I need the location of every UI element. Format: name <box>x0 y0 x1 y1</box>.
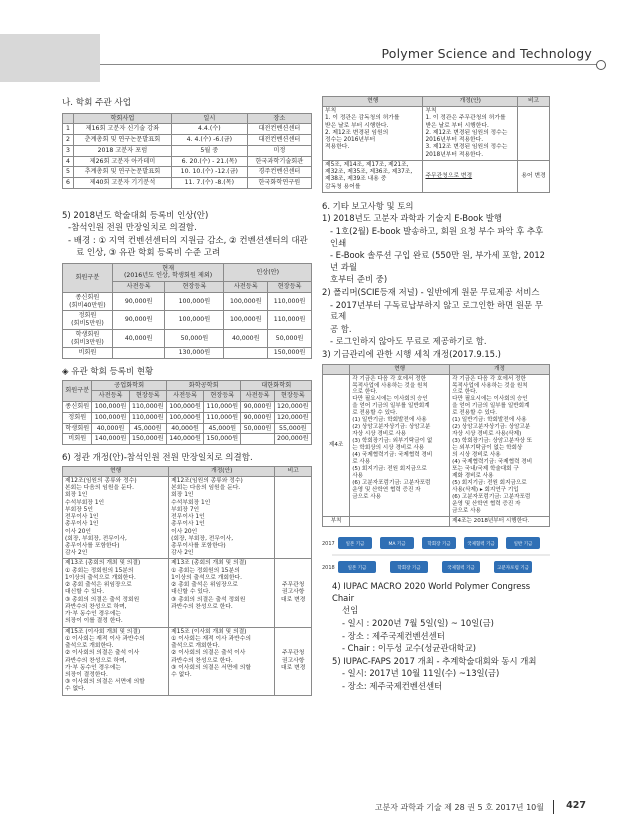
table-cell: 11. 7.(수) -8.(목) <box>171 178 247 189</box>
table-header: 일시 <box>171 113 247 124</box>
s4-line: - 장소 : 제주국제컨벤션센터 <box>342 630 445 641</box>
note-cell: 용어 변경 <box>518 160 550 192</box>
header-rule <box>100 64 600 65</box>
table-cell: 제40회 고분자 기기분석 <box>73 178 171 189</box>
s6-line: 3) 기금관리에 관한 시행 세칙 개정(2017.9.15.) <box>322 348 501 359</box>
diagram-box-label: 학회장 기금 <box>427 542 451 548</box>
table-row <box>63 476 312 559</box>
diagram-box-label: 학회장 기금 <box>397 566 421 572</box>
table-cell: 대전컨벤션센터 <box>247 124 311 135</box>
table-header: 현행 <box>323 97 423 107</box>
s4-line: 4) IUPAC MACRO 2020 World Polymer Congress Chair <box>332 581 531 603</box>
s6-line: - 1호(2월) E-book 발송하고, 회원 요청 부수 파악 후 추후 인쇄 <box>330 226 544 248</box>
cur-cell <box>350 517 450 527</box>
table-cell: 150,000원 <box>268 348 312 359</box>
table-cell: 140,000원 <box>92 434 129 445</box>
charter-table-cont <box>322 96 550 193</box>
table-cell: 대전컨벤션센터 <box>247 135 311 146</box>
table-header: 현행 <box>63 466 169 476</box>
cur-cell: 제13조 (총회의 개최 및 의결) ① 총회는 정회원의 15분의 1이상의 출석으로 개회한다. ② 총회 출석은 위임장으로 대신할 수 있다. ③ 총회의 의결은 출석 정회원 과반수의 찬성으로 하며, 가·부 동수인 경우에는 의장이 이를 결정 한다. <box>63 559 169 627</box>
table-row <box>63 178 312 189</box>
table-cell: 종신회원 <box>63 402 92 413</box>
s4-line: - 일시: 2017년 10월 11일(수) ~13일(금) <box>342 668 500 679</box>
table-header: 현행 <box>350 364 450 374</box>
header-circle-icon <box>596 60 606 70</box>
page-header <box>0 0 622 82</box>
fund-foot-label: 부칙 <box>323 517 350 527</box>
table-row <box>63 124 312 135</box>
table-cell: 100,000원 <box>165 311 224 330</box>
table-cell: 5 <box>63 167 74 178</box>
table-cell: 6. 20.(수) - 21.(목) <box>171 156 247 167</box>
table-header: 비고 <box>275 466 312 476</box>
table-cell: 110,000원 <box>129 402 166 413</box>
rel-head-pre: 사전등록 <box>166 391 203 402</box>
table-row <box>63 412 312 423</box>
table-cell: 춘계총회 및 연구논문발표회 <box>73 135 171 146</box>
diagram-year: 2018 <box>322 565 335 572</box>
cur-cell: 제12조(임원의 종류와 정수) 본회는 다음의 임원을 둔다. 회장 1인 수석부회장 1인 부회장 5인 전무이사 1인 총무이사 1인 이사 20인 (회장, 부회장, 전무이사, 총무이사를 포함한다) 감사 2인 <box>63 476 169 559</box>
table-cell: 2018 고분자 포럼 <box>73 145 171 156</box>
s6-line: 2) 폴리머(SCIE등재 저널) - 일반에게 원문 무료제공 서비스 <box>322 286 540 297</box>
rel-head-class: 회원구분 <box>63 380 92 402</box>
table-cell: 한국과학기술회관 <box>247 156 311 167</box>
table-cell: 2 <box>63 135 74 146</box>
right-column <box>322 96 550 694</box>
table-cell: 100,000원 <box>92 402 129 413</box>
section-heading: 나. 학회 주관 사업 <box>62 98 132 108</box>
cur-cell: 제5조, 제14조, 제17조, 제21조, 제32조, 제35조, 제36조, 제37조, 제38조, 제39조 내용 중 감독청 용어를 <box>323 160 423 192</box>
footer-divider <box>553 800 554 814</box>
table-header: 학회사업 <box>73 113 171 124</box>
table-cell: 6 <box>63 178 74 189</box>
table-row <box>63 627 312 695</box>
table-cell <box>112 348 165 359</box>
table-cell: 110,000원 <box>204 402 241 413</box>
rel-head-onsite: 현장등록 <box>274 391 311 402</box>
fee-head-onsite: 현장등록 <box>165 282 224 293</box>
table-cell: 90,000원 <box>112 311 165 330</box>
table-header <box>63 113 74 124</box>
diagram-box-label: 일본 기금 <box>345 542 365 548</box>
note-cell: 주무관청 권고사항 대로 변경 <box>275 627 312 695</box>
note-cell <box>275 476 312 559</box>
table-row <box>63 292 312 311</box>
table-cell: 4.4.(수) <box>171 124 247 135</box>
table-cell: 40,000원 <box>166 423 203 434</box>
table-cell <box>224 348 268 359</box>
table-cell: 100,000원 <box>224 292 268 311</box>
left-column <box>62 96 312 696</box>
header-title: Polymer Science and Technology <box>381 46 592 61</box>
table-cell: 40,000원 <box>224 329 268 348</box>
table-cell: 3 <box>63 145 74 156</box>
diagram-year: 2017 <box>322 541 335 548</box>
table-row <box>63 156 312 167</box>
footer-journal: 고분자 과학과 기술 제 28 권 5 호 2017년 10월 <box>374 803 544 812</box>
table-cell: 4 <box>63 156 74 167</box>
related-fee-table <box>62 380 312 446</box>
table-row <box>63 311 312 330</box>
s6-line: 1) 2018년도 고분자 과학과 기술지 E-Book 발행 <box>322 213 502 224</box>
table-cell: 학생회원 (회비3만원) <box>63 329 113 348</box>
s6-line: - 2017년부터 구독료납부하지 않고 로그인한 하면 원문 무료제 <box>330 299 543 322</box>
table-row <box>63 348 312 359</box>
table-cell: 100,000원 <box>166 402 203 413</box>
fee-head-pre: 사전등록 <box>112 282 165 293</box>
table-cell: 140,000원 <box>166 434 203 445</box>
fund-diagram <box>322 533 550 577</box>
fee-table <box>62 263 312 360</box>
table-cell: 100,000원 <box>224 311 268 330</box>
table-cell: 150,000원 <box>204 434 241 445</box>
table-cell: 미정 <box>247 145 311 156</box>
fee-head-current: 현재 (2016년도 인상, 학생회원 제외) <box>112 263 224 282</box>
new-cell: 제13조 (총회의 개최 및 의결) ① 총회는 정회원의 15분의 1이상의 출석으로 개회한다. ② 총회 출석은 위임장으로 대신할 수 있다. ③ 총회의 의결은 출석 정회원 과반수의 찬성으로 한다. <box>169 559 275 627</box>
diagram-box-label: 고분자포럼 기금 <box>497 566 529 572</box>
table-cell: 120,000원 <box>274 412 311 423</box>
cur-cell: 부칙 1. 이 정관은 감독청의 허가를 받은 날로 부터 시행한다. 2. 제12조 변경된 임원의 정수는 2016년부터 적용한다. <box>323 107 423 161</box>
table-cell <box>241 434 274 445</box>
table-cell: 1 <box>63 124 74 135</box>
table-cell: 제26회 고분자 아카데미 <box>73 156 171 167</box>
table-header: 개정(안) <box>169 466 275 476</box>
rel-group: 공업화학회 <box>92 380 167 391</box>
charter-table <box>62 466 312 696</box>
diagram-box-label: MA 기금 <box>388 542 406 548</box>
table-cell: 200,000원 <box>274 434 311 445</box>
s6-title: 6. 기타 보고사항 및 토의 <box>322 200 414 211</box>
table-header: 개정(안) <box>423 97 518 107</box>
s6-line: 호부터 준비 중) <box>330 274 388 285</box>
fund-table <box>322 364 550 528</box>
table-header <box>323 364 350 374</box>
table-cell: 40,000원 <box>92 423 129 434</box>
new-cell: 부칙 1. 이 정관은 주무관청의 허가를 받은 날로 부터 시행한다. 2. 제12조 변경된 임원의 정수는 2016년부터 적용한다. 3. 제12조 변경된 임원의 정수는 2018년부터 적용한다. <box>423 107 518 161</box>
table-cell: 90,000원 <box>241 412 274 423</box>
table-cell: 추계총회 및 연구논문발표회 <box>73 167 171 178</box>
table-cell: 90,000원 <box>112 292 165 311</box>
table-cell: 50,000원 <box>268 329 312 348</box>
table-cell: 경주컨벤션센터 <box>247 167 311 178</box>
diagram-box-label: 국제협력 기금 <box>447 566 475 572</box>
table-cell: 100,000원 <box>165 292 224 311</box>
table-header: 장소 <box>247 113 311 124</box>
table-cell: 110,000원 <box>268 311 312 330</box>
item5-title: 5) 2018년도 학술대회 등록비 인상(안) <box>62 210 209 221</box>
rel-head-onsite: 현장등록 <box>204 391 241 402</box>
fee-head-proposed: 인상(안) <box>224 263 312 282</box>
table-cell: 4. 4.(수) -6.(금) <box>171 135 247 146</box>
table-cell: 55,000원 <box>274 423 311 434</box>
s4-line: - 장소: 제주국제컨벤션센터 <box>342 680 443 691</box>
rel-head-onsite: 현장등록 <box>129 391 166 402</box>
table-cell: 100,000원 <box>166 412 203 423</box>
table-cell: 110,000원 <box>204 412 241 423</box>
table-cell: 40,000원 <box>112 329 165 348</box>
rel-group: 대한화학회 <box>241 380 312 391</box>
table-row <box>63 135 312 146</box>
table-cell: 정회원 <box>63 412 92 423</box>
fee-head-onsite: 현장등록 <box>268 282 312 293</box>
table-cell: 종신회원 (회비40만원) <box>63 292 113 311</box>
new-cell: 제12조(임원의 종류와 정수) 본회는 다음의 임원을 둔다. 회장 1인 수석부회장 1인 부회장 7인 전무이사 1인 총무이사 1인 이사 20인 (회장, 부회장, 전무이사, 총무이사를 포함한다) 감사 2인 <box>169 476 275 559</box>
page-footer <box>0 800 622 830</box>
diagram-box-label: 국제협력 기금 <box>467 542 495 548</box>
item6-title: 6) 정관 개정(안)-참석인원 전원 만장일치로 의결함. <box>62 453 253 464</box>
table-cell: 정회원 (회비5만원) <box>63 311 113 330</box>
table-cell: 학생회원 <box>63 423 92 434</box>
rel-head-pre: 사전등록 <box>92 391 129 402</box>
item5-line: 료 인상, ③ 유관 학회 등록비 수준 고려 <box>76 248 221 259</box>
new-cell: 각 기금은 다음 각 호에서 정한 목적사업에 사용하는 것을 원칙 으로 한다. 다만 필요시에는 이사회의 승인 을 얻어 기금의 일부를 일반회계 로 전용할 수 있다. (1) 일반기금: 학회발전에 사용 (2) 상암고분자상기금: 상암고분 자상 시상 경비로 사용(삭제) (3) 학회장기금: 상암고분자상 또 는 외부기탁금이 없는 학회상 의 시상 경비로 사용 (4) 국제협력기금: 국제협력 경비 또는 국내/국제 학술대회 구 제화 경비로 사용 (5) 회지기금: 전원 회지금으로 사용(삭제) ▸ 회지연구 기입 (6) 고분자포럼기금: 고분자포럼 운영 및 산학연 협력 증진 자 금으로 사용 <box>450 374 550 517</box>
s6-line: - E-Book 솔루션 구입 완료 (550만 원, 부가세 포함, 2012년 과월 <box>330 250 545 272</box>
s4-line: - Chair : 이두성 교수(성균관대학교) <box>342 643 477 654</box>
s4-line: - 일시 : 2020년 7월 5일(일) ~ 10일(금) <box>342 617 494 628</box>
table-cell: 50,000원 <box>241 423 274 434</box>
s6-line: - 로그인하지 않아도 무료로 제공하기로 함. <box>330 336 487 347</box>
table-row <box>63 434 312 445</box>
table-row <box>63 402 312 413</box>
new-cell: 제15조 (이사회 개최 및 의결) ① 이사회는 재적 이사 과반수의 출석으로 개회한다. ② 이사회의 의결은 출석 이사 과반수의 찬성으로 한다. ③ 이사회의 의결은 서면에 의할 수 없다. <box>169 627 275 695</box>
table-cell: 110,000원 <box>268 292 312 311</box>
table-row <box>63 145 312 156</box>
table-cell: 10. 10.(수) -12.(금) <box>171 167 247 178</box>
s4-line: 5) IUPAC-FAPS 2017 개최 - 추계학술대회와 동시 개최 <box>332 655 537 666</box>
table-header: 개정 <box>450 364 550 374</box>
new-cell: 주무관청으로 변경 <box>423 160 518 192</box>
rel-group: 화학공학회 <box>166 380 241 391</box>
s6-line: 공 함. <box>330 323 352 334</box>
cur-cell: 제15조 (이사회 개최 및 의결) ① 이사회는 재적 이사 과반수의 출석으로 개회한다. ② 이사회의 의결은 출석 이사 과반수의 찬성으로 하며, 가·부 동수인 경우에는 의장이 결정한다. ③ 이사회의 의결은 서면에 의할 수 없다. <box>63 627 169 695</box>
table-row <box>63 329 312 348</box>
events-table <box>62 113 312 189</box>
table-cell: 제16회 고분자 신기술 강좌 <box>73 124 171 135</box>
fund-label: 제4조 <box>323 374 350 517</box>
table-cell: 45,000원 <box>129 423 166 434</box>
item5-line: -참석인원 전원 만장일치로 의결함. <box>68 223 197 234</box>
diagram-box-label: 일반 기금 <box>513 542 533 548</box>
fee-head-pre: 사전등록 <box>224 282 268 293</box>
table-row <box>63 423 312 434</box>
rel-head-pre: 사전등록 <box>241 391 274 402</box>
table-row <box>63 559 312 627</box>
header-gray-bar <box>0 34 100 82</box>
table-header: 비고 <box>518 97 550 107</box>
page-number: 427 <box>566 800 586 811</box>
table-cell: 5월 중 <box>171 145 247 156</box>
diagram-box-label: 일본 기금 <box>347 566 367 572</box>
table-cell: 45,000원 <box>204 423 241 434</box>
item5-line: - 배경 : ① 지역 컨벤션센터의 지원금 감소, ② 컨벤션센터의 대관 <box>68 235 308 246</box>
new-cell: 제4조는 2018년부터 시행한다. <box>450 517 550 527</box>
table-cell: 150,000원 <box>129 434 166 445</box>
note-cell: 주무관청 권고사항 대로 변경 <box>275 559 312 627</box>
table-cell: 한국화학연구원 <box>247 178 311 189</box>
table-cell: 130,000원 <box>165 348 224 359</box>
related-title: ◈ 유관 학회 등록비 현황 <box>62 367 154 378</box>
table-cell: 110,000원 <box>129 412 166 423</box>
table-cell: 100,000원 <box>92 412 129 423</box>
table-cell: 비회원 <box>63 348 113 359</box>
table-row <box>63 167 312 178</box>
table-cell: 120,000원 <box>274 402 311 413</box>
note-cell <box>518 107 550 161</box>
cur-cell: 각 기금은 다음 각 호에서 정한 목적사업에 사용하는 것을 원칙 으로 한다. 다만 필요시에는 이사회의 승인 을 얻어 기금의 일부를 일반회계 로 전용할 수 있다. (1) 일반기금: 학회발전에 사용 (2) 상암고분자상기금: 상암고분 자상 시상 경비로 사용 (3) 학회장기금: 외부기탁금이 없 는 학회상의 시상 경비로 사용 (4) 국제협력기금: 국제협력 경비 로 사용 (5) 회지기금: 전원 회지금으로 사용 (6) 고분자포럼기금: 고분자포럼 운영 및 산학연 협력 증진 자 금으로 사용 <box>350 374 450 517</box>
table-cell: 90,000원 <box>241 402 274 413</box>
table-cell: 50,000원 <box>165 329 224 348</box>
fee-head-class: 회원구분 <box>63 263 113 292</box>
table-cell: 비회원 <box>63 434 92 445</box>
s4-line: 선임 <box>342 605 359 616</box>
